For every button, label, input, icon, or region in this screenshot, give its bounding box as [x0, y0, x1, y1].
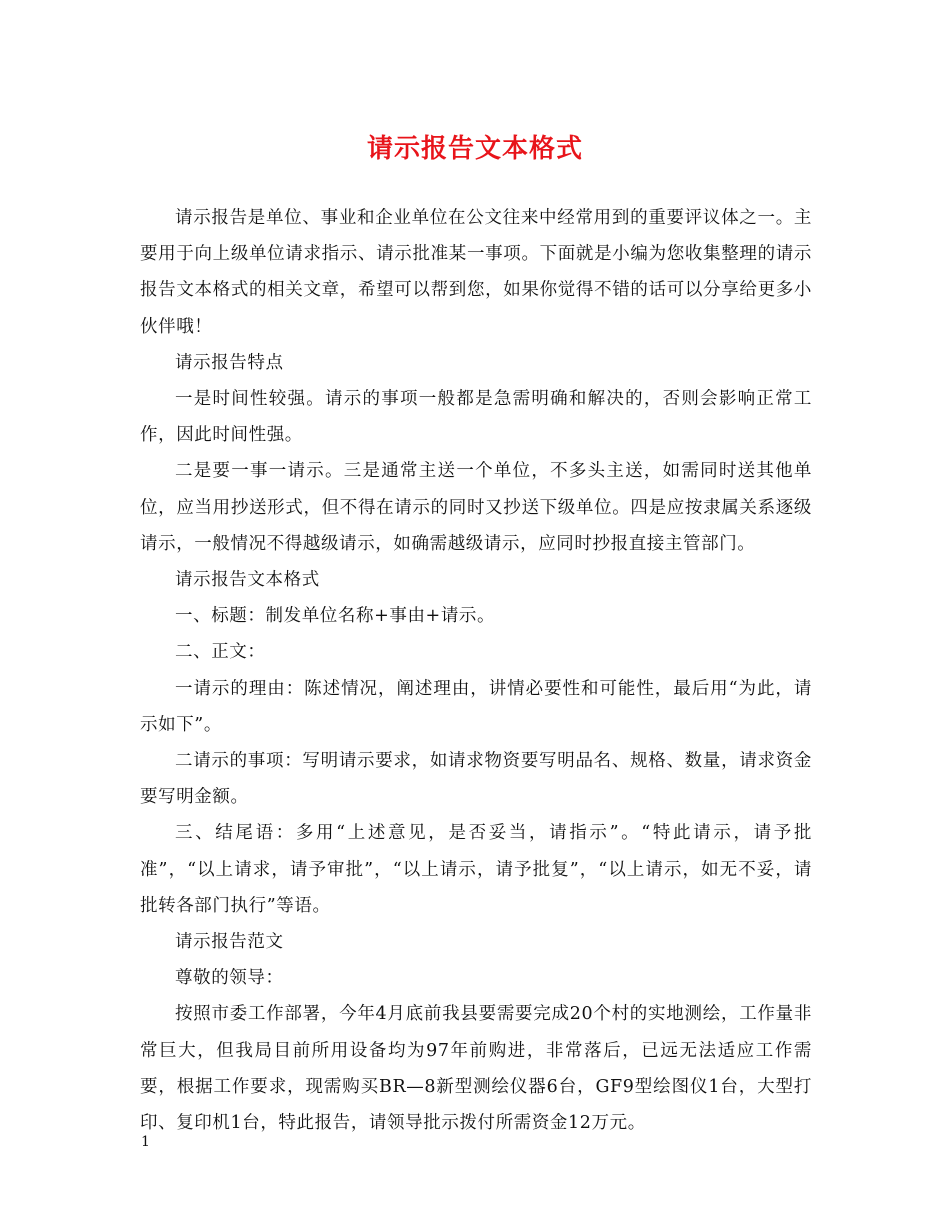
section-heading-format: 请示报告文本格式: [175, 570, 320, 591]
format-closing-item: 三、结尾语：多用“上述意见，是否妥当，请指示”。“特此请示，请予批准”，“以上请求，请予审批”，“以上请示，请予批复”，“以上请示，如无不妥，请批转各部门执行”等语。: [140, 823, 812, 916]
sample-body-paragraph: 按照市委工作部署，今年4月底前我县要需要完成20个村的实地测绘，工作量非常巨大，但我局目前所用设备均为97年前购进，非常落后，已远无法适应工作需要，根据工作要求，现需购买BR—8新型测绘仪器6台，GF9型绘图仪1台，大型打印、复印机1台，特此报告，请领导批示拨付所需资金12万元。: [140, 1004, 812, 1134]
format-matter-item: 二请示的事项：写明请示要求，如请求物资要写明品名、规格、数量，请求资金要写明金额。: [140, 751, 812, 808]
format-title-item: 一、标题：制发单位名称+事由+请示。: [175, 606, 496, 627]
document-title: 请示报告文本格式: [366, 134, 583, 164]
format-body-item: 二、正文：: [175, 642, 266, 663]
intro-paragraph: 请示报告是单位、事业和企业单位在公文往来中经常用到的重要评议体之一。主要用于向上级单位请求指示、请示批准某一事项。下面就是小编为您收集整理的请示报告文本格式的相关文章，希望可以帮到您，如果你觉得不错的话可以分享给更多小伙伴哦！: [140, 208, 812, 337]
format-reason-item: 一请示的理由：陈述情况，阐述理由，讲情必要性和可能性，最后用“为此，请示如下”。: [140, 678, 812, 735]
document-body: [140, 200, 812, 1141]
section-heading-sample: 请示报告范文: [175, 932, 284, 953]
page-number: 1: [141, 1134, 150, 1150]
section-heading-features: 请示报告特点: [175, 352, 284, 373]
feature-paragraph-1: 一是时间性较强。请示的事项一般都是急需明确和解决的，否则会影响正常工作，因此时间性强。: [140, 389, 812, 446]
sample-salutation: 尊敬的领导：: [175, 968, 284, 989]
feature-paragraph-2: 二是要一事一请示。三是通常主送一个单位，不多头主送，如需同时送其他单位，应当用抄送形式，但不得在请示的同时又抄送下级单位。四是应按隶属关系逐级请示，一般情况不得越级请示，如确需越级请示，应同时抄报直接主管部门。: [140, 461, 812, 554]
